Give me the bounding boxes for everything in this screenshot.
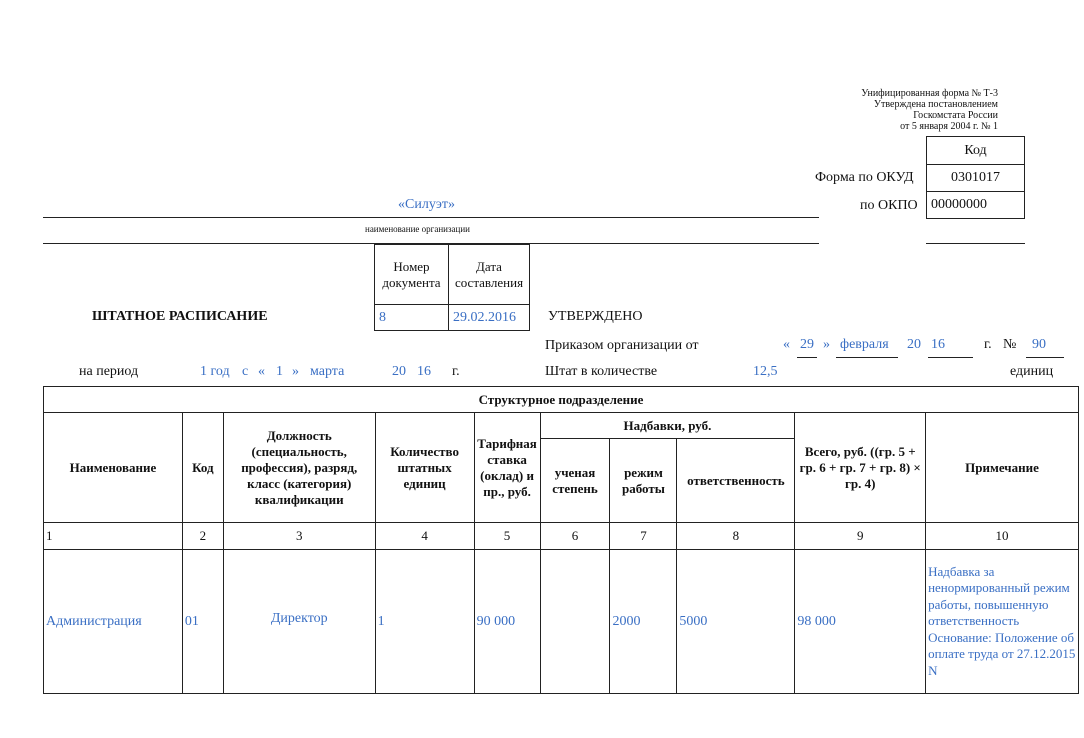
period-day: 1 (276, 364, 283, 379)
row-code: 01 (182, 550, 223, 694)
section-header: Структурное подразделение (44, 387, 1079, 413)
col-number: 5 (474, 523, 540, 550)
staff-label: Штат в количестве (545, 364, 658, 379)
organization-caption: наименование организации (365, 224, 470, 234)
period-year: 16 (417, 364, 431, 379)
doc-number-header (374, 244, 449, 305)
period-year-prefix: 20 (392, 364, 406, 379)
doc-date-label: Дата составления (454, 258, 524, 290)
units-label: единиц (1010, 364, 1054, 379)
order-month: февраля (840, 337, 889, 352)
col-number: 7 (610, 523, 677, 550)
row-count: 1 (375, 550, 474, 694)
order-no: 90 (1032, 337, 1046, 352)
form-header-line3: Госкомстата России (913, 110, 998, 121)
order-year-prefix: 20 (907, 337, 921, 352)
order-year-suffix: г. (984, 337, 992, 352)
approved-title: УТВЕРЖДЕНО (548, 309, 643, 324)
underline (928, 357, 973, 358)
col-number: 4 (375, 523, 474, 550)
okpo-label: по ОКПО (860, 198, 918, 213)
order-year: 16 (931, 337, 945, 352)
doc-date-header (448, 244, 530, 305)
col-header-count: Количество штатных единиц (375, 413, 474, 523)
col-number: 10 (926, 523, 1079, 550)
form-header (861, 88, 998, 132)
order-quote-close: » (823, 337, 830, 352)
divider (43, 217, 819, 218)
okpo-value: 00000000 (926, 191, 1025, 219)
period-year-suffix: г. (452, 364, 460, 379)
form-header-line4: от 5 января 2004 г. № 1 (900, 121, 998, 132)
period-quote-close: » (292, 364, 299, 379)
row-degree (540, 550, 610, 694)
period-duration: 1 год (200, 364, 230, 379)
col-header-tariff: Тарифная ставка (оклад) и пр., руб. (474, 413, 540, 523)
row-responsibility: 5000 (677, 550, 795, 694)
row-total: 98 000 (795, 550, 926, 694)
underline (797, 357, 817, 358)
row-position: Директор (223, 550, 375, 694)
col-header-code: Код (182, 413, 223, 523)
col-number: 1 (44, 523, 183, 550)
col-header-responsibility: ответственность (677, 439, 795, 523)
form-header-line2: Утверждена постановлением (873, 99, 998, 110)
doc-number-label: Номер документа (382, 258, 441, 290)
order-no-label: № (1003, 337, 1017, 352)
divider (926, 243, 1025, 244)
period-from: с (242, 364, 249, 379)
row-tariff: 90 000 (474, 550, 540, 694)
col-number: 9 (795, 523, 926, 550)
col-number: 3 (223, 523, 375, 550)
doc-date-value: 29.02.2016 (448, 304, 530, 331)
row-name: Администрация (44, 550, 183, 694)
col-header-name: Наименование (44, 413, 183, 523)
order-day: 29 (800, 337, 814, 352)
organization-name: «Силуэт» (398, 197, 455, 212)
col-number: 2 (182, 523, 223, 550)
col-header-mode: режим работы (610, 439, 677, 523)
period-label: на период (79, 364, 139, 379)
order-label: Приказом организации от (545, 338, 699, 353)
staff-value: 12,5 (753, 364, 778, 379)
col-header-position: Должность (специальность, профессия), разряд, класс (категория) квалификации (223, 413, 375, 523)
col-header-note: Примечание (926, 413, 1079, 523)
row-note: Надбавка за ненормированный режим работы, повышенную ответственность Основание: Положение об оплате труда от 27.12.2015 N (926, 550, 1079, 694)
doc-number-value: 8 (374, 304, 449, 331)
kod-header: Код (926, 136, 1025, 165)
period-quote-open: « (258, 364, 265, 379)
period-month: марта (310, 364, 345, 379)
underline (836, 357, 898, 358)
col-number: 6 (540, 523, 610, 550)
col-number: 8 (677, 523, 795, 550)
okud-label: Форма по ОКУД (815, 170, 914, 185)
staff-table (43, 386, 1079, 694)
col-header-degree: ученая степень (540, 439, 610, 523)
col-header-bonuses: Надбавки, руб. (540, 413, 795, 439)
form-header-line1: Унифицированная форма № Т-3 (861, 88, 998, 99)
document-title: ШТАТНОЕ РАСПИСАНИЕ (92, 309, 268, 324)
underline (1026, 357, 1064, 358)
okud-value: 0301017 (926, 164, 1025, 192)
row-mode: 2000 (610, 550, 677, 694)
col-header-total: Всего, руб. ((гр. 5 + гр. 6 + гр. 7 + гр. 8) × гр. 4) (795, 413, 926, 523)
order-quote-open: « (783, 337, 790, 352)
table-row (44, 550, 1079, 694)
